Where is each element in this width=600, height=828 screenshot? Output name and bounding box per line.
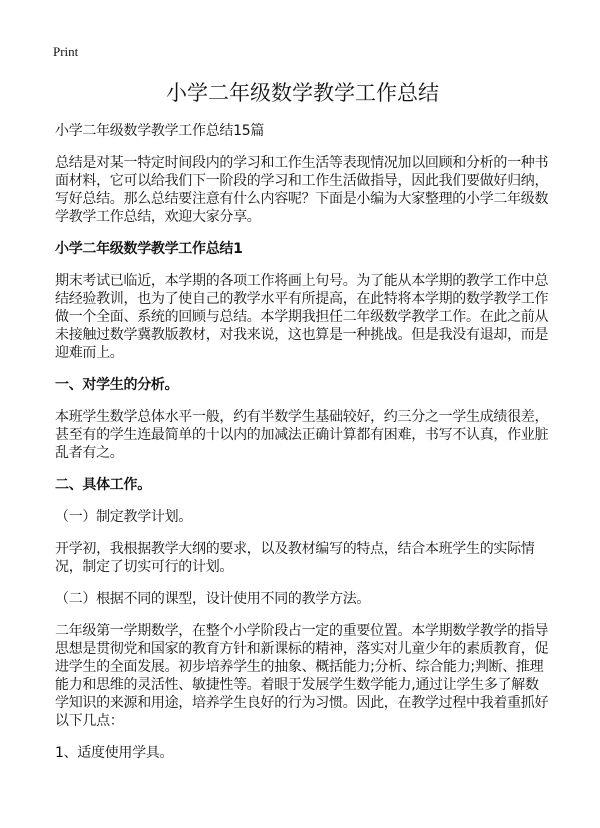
list-item: 1、适度使用学具。 bbox=[55, 745, 174, 761]
page-title: 小学二年级数学教学工作总结 bbox=[166, 81, 439, 105]
paragraph: 二年级第一学期数学，在整个小学阶段占一定的重要位置。本学期数学教学的指导思想是贯彻党和国家的教育方针和新课标的精神，落实对儿童少年的素质教育，促进学生的全面发展。初步培养学生的抽象、概括能力;分析、综合能力;判断、推理能力和思维的灵活性、敏捷性等。着眼于发展学生数学能力,通过让学生多了解数学知识的来源和用途，培养学生良好的行为习惯。因此，在教学过程中我着重抓好以下几点： bbox=[55, 623, 549, 729]
intro-paragraph: 总结是对某一特定时间段内的学习和工作生活等表现情况加以回顾和分析的一种书面材料，它可以给我们下一阶段的学习和工作生活做指导，因此我们要做好归纳，写好总结。那么总结要注意有什么内容呢？下面是小编为大家整理的小学二年级数学教学工作总结，欢迎大家分享。 bbox=[55, 155, 549, 225]
paragraph: 本班学生数学总体水平一般，约有半数学生基础较好，约三分之一学生成绩很差，甚至有的学生连最简单的十以内的加减法正确计算都有困难，书写不认真，作业脏乱者有之。 bbox=[55, 409, 549, 461]
paragraph: 开学初，我根据教学大纲的要求，以及教材编写的特点，结合本班学生的实际情况，制定了切实可行的计划。 bbox=[55, 541, 535, 575]
subtitle: 小学二年级数学教学工作总结15篇 bbox=[55, 123, 265, 139]
document-body bbox=[55, 80, 550, 776]
heading-specific-work: 二、具体工作。 bbox=[55, 477, 151, 493]
print-link[interactable]: Print bbox=[53, 44, 79, 59]
paragraph: 期末考试已临近，本学期的各项工作将画上句号。为了能从本学期的教学工作中总结经验教训，也为了使自己的教学水平有所提高，在此特将本学期的数学教学工作做一个全面、系统的回顾与总结。本学期我担任二年级数学教学工作。在此之前从未接触过数学冀教版教材，对我来说，这也算是一种挑战。但是我没有退却，而是迎难而上。 bbox=[55, 273, 549, 361]
section-heading: 小学二年级数学教学工作总结1 bbox=[55, 241, 243, 257]
heading-student-analysis: 一、对学生的分析。 bbox=[55, 377, 179, 393]
subheading: （二）根据不同的课型，设计使用不同的教学方法。 bbox=[55, 591, 371, 607]
subheading: （一）制定教学计划。 bbox=[55, 509, 192, 525]
